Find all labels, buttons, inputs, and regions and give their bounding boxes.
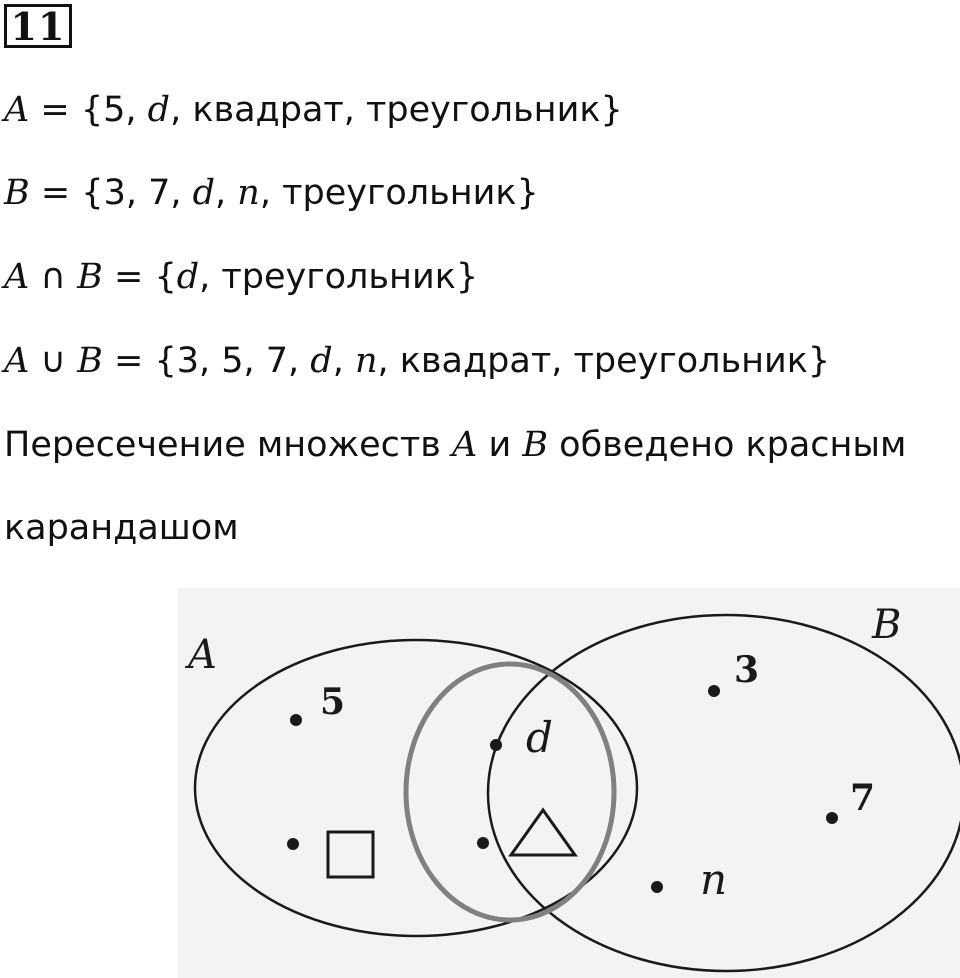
text: обведено красным <box>548 425 907 465</box>
square-icon <box>328 832 373 877</box>
point-dot-7 <box>826 812 838 824</box>
set-b-label: B <box>872 602 902 648</box>
point-label-7: 7 <box>850 777 876 819</box>
var-b: B <box>77 257 103 297</box>
text: = { <box>102 257 177 297</box>
text: , квадрат, треугольник} <box>170 90 623 130</box>
set-b-ellipse <box>488 615 960 971</box>
triangle-icon <box>511 810 575 855</box>
point-dot-square <box>287 838 299 850</box>
text: , <box>215 173 238 213</box>
set-a-ellipse <box>195 640 637 936</box>
text: , квадрат, треугольник} <box>377 341 831 381</box>
explanation-text-continued: карандашом <box>4 508 239 548</box>
point-label-3: 3 <box>734 649 760 691</box>
text: , <box>332 341 355 381</box>
point-dot-5 <box>290 714 302 726</box>
text: = {3, 7, <box>29 173 193 213</box>
intersection-definition <box>4 255 478 299</box>
var-a: A <box>4 90 30 130</box>
union-definition <box>4 339 830 383</box>
venn-diagram-svg <box>178 588 960 978</box>
task-number: 11 <box>4 4 72 48</box>
text: = {3, 5, 7, <box>102 341 311 381</box>
set-b-definition <box>4 171 539 215</box>
var-a: A <box>4 257 30 297</box>
venn-diagram <box>178 588 960 978</box>
text: , треугольник} <box>199 257 479 297</box>
var-a: A <box>452 425 478 465</box>
text: , треугольник} <box>259 173 539 213</box>
var-b: B <box>522 425 549 465</box>
var-d: d <box>176 257 200 297</box>
set-a-label: A <box>188 632 217 678</box>
point-dot-3 <box>708 685 720 697</box>
text: = {5, <box>29 90 148 130</box>
point-label-d: d <box>526 713 553 762</box>
union-operator: ∪ <box>29 341 78 381</box>
text: Пересечение множеств <box>4 425 453 465</box>
explanation-text <box>4 423 906 467</box>
point-dot-triangle <box>477 837 489 849</box>
point-dot-n <box>651 881 663 893</box>
text: и <box>477 425 523 465</box>
intersection-operator: ∩ <box>29 257 78 297</box>
var-n: n <box>354 341 378 381</box>
set-a-definition <box>4 88 623 132</box>
var-b: B <box>4 173 30 213</box>
var-n: n <box>237 173 260 213</box>
var-d: d <box>147 90 171 130</box>
point-dot-d <box>490 739 502 751</box>
point-label-n: n <box>700 855 728 904</box>
intersection-highlight <box>406 664 614 920</box>
var-d: d <box>192 173 216 213</box>
var-a: A <box>4 341 30 381</box>
var-d: d <box>310 341 333 381</box>
var-b: B <box>77 341 103 381</box>
point-label-5: 5 <box>320 681 346 723</box>
